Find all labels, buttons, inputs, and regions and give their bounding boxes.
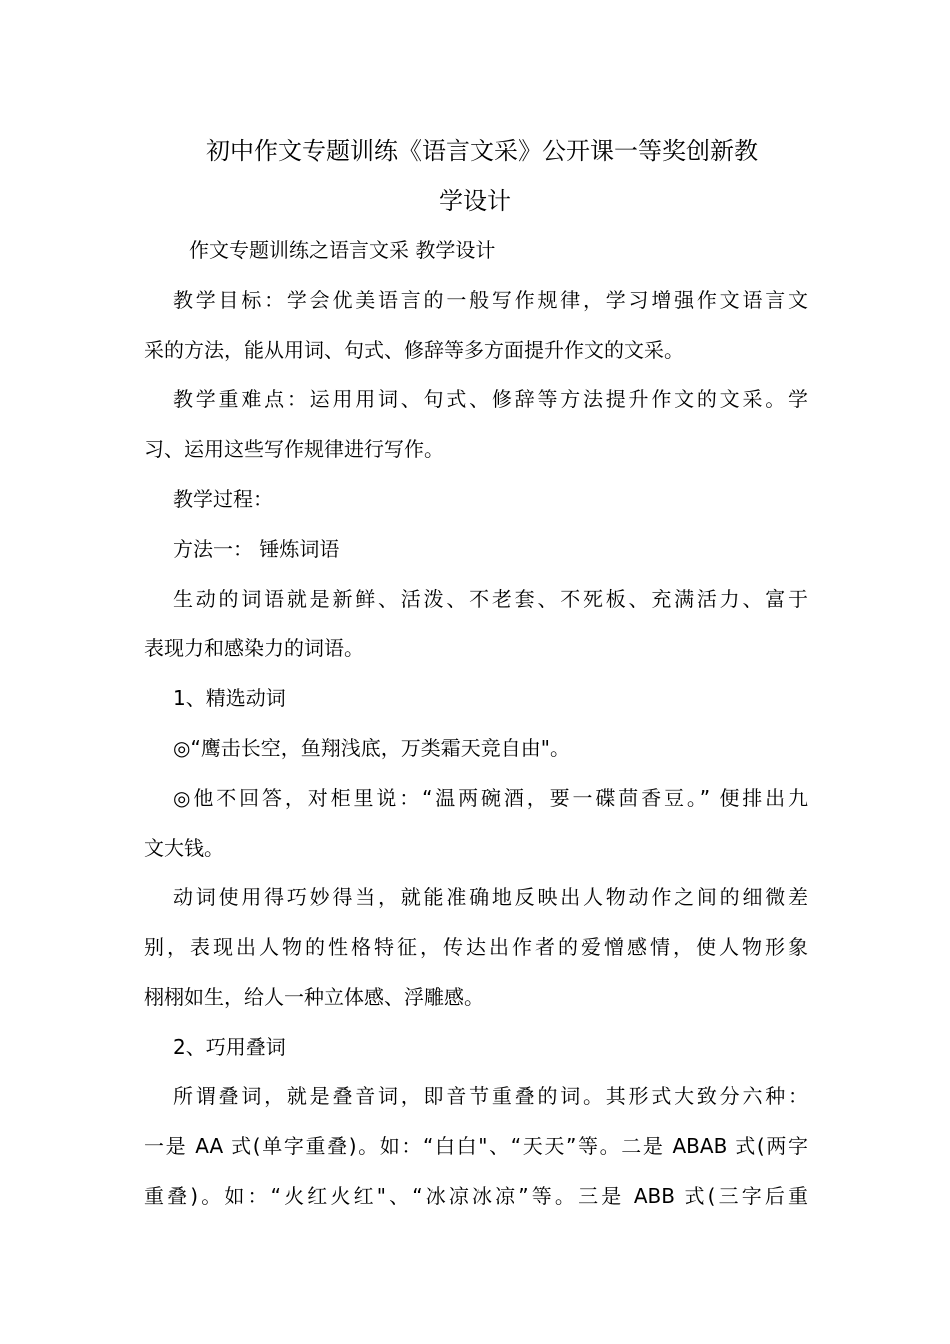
section-heading: 教学过程： <box>173 487 273 511</box>
document-title-line-1: 初中作文专题训练《语言文采》公开课一等奖创新教 <box>206 137 758 165</box>
paragraph-line: 采的方法，能从用词、句式、修辞等多方面提升作文的文采。 <box>144 338 684 362</box>
example-line: 文大钱。 <box>144 836 224 860</box>
paragraph-line: 重叠)。如：“火红火红"、“冰凉冰凉”等。三是 ABB 式(三字后重 <box>144 1184 808 1208</box>
section-heading: 方法一： 锤炼词语 <box>173 537 340 561</box>
paragraph-line: 教学目标：学会优美语言的一般写作规律，学习增强作文语言文 <box>173 288 808 312</box>
example-line: ◎“鹰击长空，鱼翔浅底，万类霜天竞自由"。 <box>173 736 571 760</box>
paragraph-line: 栩栩如生，给人一种立体感、浮雕感。 <box>144 985 484 1009</box>
paragraph-line: 习、运用这些写作规律进行写作。 <box>144 437 444 461</box>
document-title-line-2: 学设计 <box>439 187 511 215</box>
subsection-heading: 1、精选动词 <box>173 686 286 710</box>
paragraph-line: 一是 AA 式(单字重叠)。如：“白白"、“天天”等。二是 ABAB 式(两字 <box>144 1134 808 1158</box>
subtitle: 作文专题训练之语言文采 教学设计 <box>189 238 496 262</box>
paragraph-line: 动词使用得巧妙得当，就能准确地反映出人物动作之间的细微差 <box>173 885 808 909</box>
example-line: ◎他不回答，对柜里说：“温两碗酒，要一碟茴香豆。” 便排出九 <box>173 786 808 810</box>
paragraph-line: 表现力和感染力的词语。 <box>144 636 364 660</box>
paragraph-line: 生动的词语就是新鲜、活泼、不老套、不死板、充满活力、富于 <box>173 587 808 611</box>
paragraph-line: 别，表现出人物的性格特征，传达出作者的爱憎感情，使人物形象 <box>144 935 808 959</box>
paragraph-line: 教学重难点：运用用词、句式、修辞等方法提升作文的文采。学 <box>173 387 808 411</box>
subsection-heading: 2、巧用叠词 <box>173 1035 286 1059</box>
paragraph-line: 所谓叠词，就是叠音词，即音节重叠的词。其形式大致分六种： <box>173 1084 808 1108</box>
